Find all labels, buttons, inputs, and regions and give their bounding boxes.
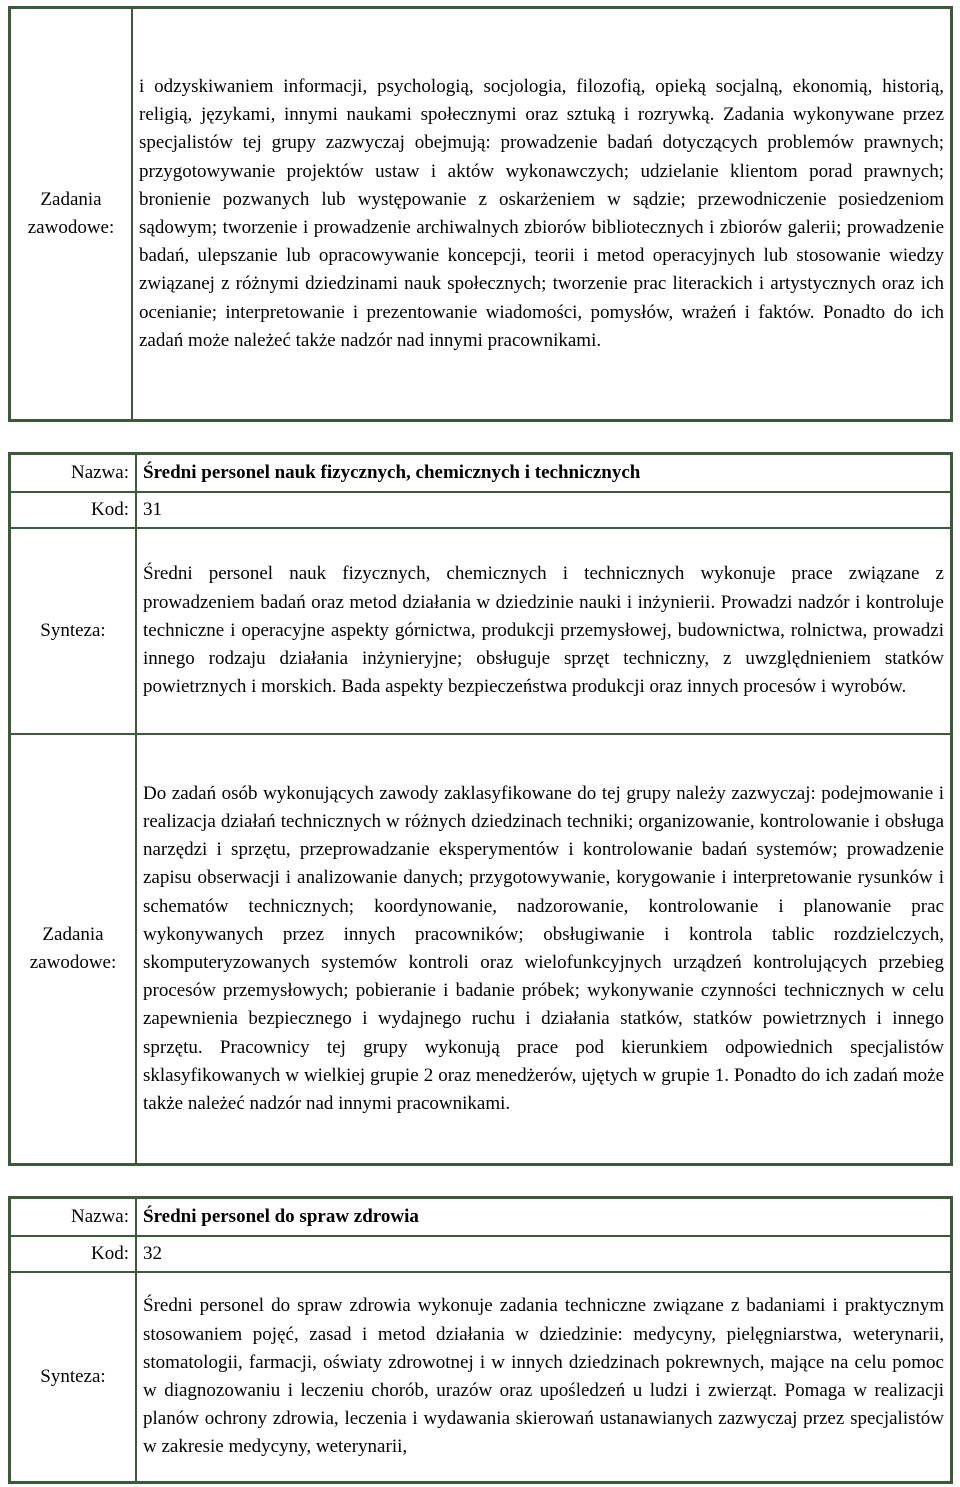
tasks-text: i odzyskiwaniem informacji, psychologią, socjologia, filozofią, opieką socjalną, ekonomią, historią, religią, językami, innymi naukami społecznymi oraz sztuką i rozrywką. Zadania wykonywane przez specjalistów tej grupy zazwyczaj obejmują: prowadzenie badań dotyczących problemów prawnych; przygotowywanie projektów ustaw i aktów wykonawczych; udzielanie klientom porad prawnych; bronienie pozwanych lub występowanie z oskarżeniem w sądzie; przewodniczenie posiedzeniom sądowym; tworzenie i prowadzenie archiwalnych zbiorów bibliotecznych i zbiorów galerii; prowadzenie badań, ulepszanie lub opracowywanie koncepcji, teorii i metod operacyjnych lub stosowanie wiedzy związanej z różnymi dziedzinami nauk społecznych; tworzenie prac literackich i artystycznych oraz ich ocenianie; interpretowanie i prezentowanie wiadomości, pomysłów, wrażeń i faktów. Ponadto do ich zadań może należeć także nadzór nad innymi pracownikami. <box>132 8 951 420</box>
synthesis-text: Średni personel do spraw zdrowia wykonuje zadania techniczne związane z badaniami i praktycznym stosowaniem pojęć, zasad i metod działania w dziedzinie: medycyny, pielęgniarstwa, weterynarii, stomatologii, farmacji, oświaty zdrowotnej i w innych dziedzinach pokrewnych, mające na celu pomoc w diagnozowaniu i leczeniu chorób, urazów oraz upośledzeń u ludzi i zwierząt. Pomaga w realizacji planów ochrony zdrowia, leczenia i wydawania skierowań ustanawianych zazwyczaj przez specjalistów w zakresie medycyny, weterynarii, <box>136 1272 951 1482</box>
tasks-label: Zadania zawodowe: <box>10 8 132 420</box>
occupation-entry-31 <box>8 452 953 1166</box>
occupation-code: 32 <box>136 1236 951 1272</box>
synthesis-text: Średni personel nauk fizycznych, chemicznych i technicznych wykonuje prace związane z prowadzeniem badań oraz metod działania w dziedzinie nauki i inżynierii. Prowadzi nadzór i kontroluje techniczne i operacyjne aspekty górnictwa, produkcji przemysłowej, budownictwa, rolnictwa, prowadzi innego rodzaju działania inżynieryjne; obsługuje sprzęt techniczny, z uwzględnieniem statków powietrznych i morskich. Bada aspekty bezpieczeństwa produkcji oraz innych procesów i wyrobów. <box>136 528 951 734</box>
occupation-name: Średni personel nauk fizycznych, chemicznych i technicznych <box>136 454 951 492</box>
occupation-name: Średni personel do spraw zdrowia <box>136 1198 951 1236</box>
name-label: Nazwa: <box>10 454 136 492</box>
occupation-entry-32 <box>8 1196 953 1484</box>
occupation-entry-continued <box>8 6 953 422</box>
synthesis-label: Synteza: <box>10 528 136 734</box>
occupation-code: 31 <box>136 492 951 528</box>
code-label: Kod: <box>10 1236 136 1272</box>
synthesis-label: Synteza: <box>10 1272 136 1482</box>
tasks-text: Do zadań osób wykonujących zawody zaklasyfikowane do tej grupy należy zazwyczaj: podejmowanie i realizacja działań technicznych w różnych dziedzinach techniki; organizowanie, kontrolowanie i obsługa narzędzi i sprzętu, przeprowadzanie eksperymentów i kontrolowanie badań systemów; prowadzenie zapisu obserwacji i analizowanie danych; przygotowywanie, korygowanie i interpretowanie rysunków i schematów technicznych; koordynowanie, nadzorowanie, kontrolowanie i planowanie prac wykonywanych przez innych pracowników; obsługiwanie i kontrola tablic rozdzielczych, skomputeryzowanych systemów kontroli oraz wielofunkcyjnych urządzeń kontrolujących przebieg procesów przemysłowych; pobieranie i badanie próbek; wykonywanie czynności technicznych w celu zapewnienia bezpiecznego i wydajnego ruchu i działania statków, statków powietrznych i innego sprzętu. Pracownicy tej grupy wykonują prace pod kierunkiem odpowiednich specjalistów sklasyfikowanych w wielkiej grupie 2 oraz menedżerów, ujętych w grupie 1. Ponadto do ich zadań może także należeć nadzór nad innymi pracownikami. <box>136 734 951 1164</box>
name-label: Nazwa: <box>10 1198 136 1236</box>
tasks-label: Zadania zawodowe: <box>10 734 136 1164</box>
code-label: Kod: <box>10 492 136 528</box>
